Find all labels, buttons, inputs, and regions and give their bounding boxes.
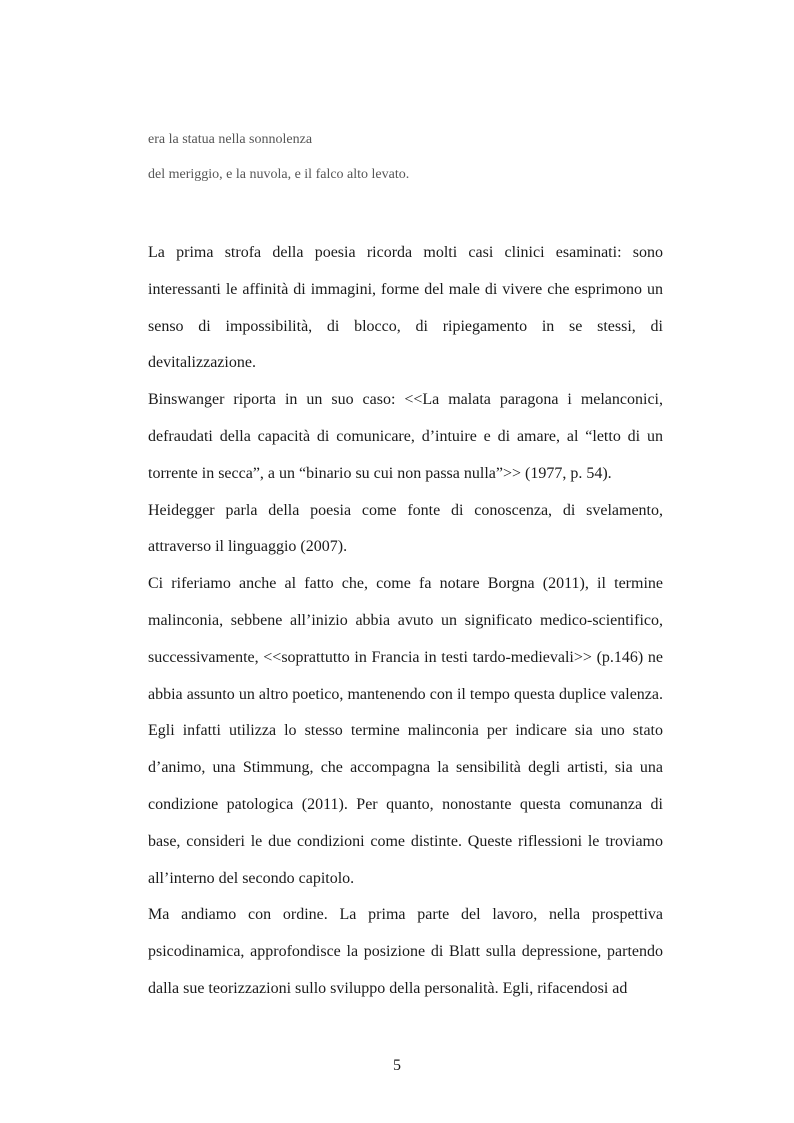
paragraph-poetry-strophe: La prima strofa della poesia ricorda molti casi clinici esaminati: sono interessanti le affinità di immagini, forme del male di vivere che esprimono un senso di impossibilità, di blocco, di ripiegamento in se stessi, di devitalizzazione. — [148, 244, 663, 372]
poem-quote-line-2: del meriggio, e la nuvola, e il falco alto levato. — [148, 167, 410, 182]
paragraph-binswanger: Binswanger riporta in un suo caso: <<La malata paragona i melanconici, defraudati della capacità di comunicare, d’intuire e di amare, al “letto di un torrente in secca”, a un “binario su cui non passa nulla”>> (1977, p. 54). — [148, 391, 663, 482]
paragraph-order: Ma andiamo con ordine. La prima parte del lavoro, nella prospettiva psicodinamica, approfondisce la posizione di Blatt sulla depressione, partendo dalla sue teorizzazioni sullo sviluppo della personalità. Egli, rifacendosi ad — [148, 906, 663, 997]
poem-quote-line-1: era la statua nella sonnolenza — [148, 132, 313, 147]
page-number: 5 — [393, 1057, 401, 1074]
body-text — [148, 235, 663, 1008]
paragraph-borgna: Ci riferiamo anche al fatto che, come fa notare Borgna (2011), il termine malinconia, sebbene all’inizio abbia avuto un significato medico-scientifico, successivamente, <<soprattutto in Francia in testi tardo-medievali>> (p.146) ne abbia assunto un altro poetico, mantenendo con il tempo questa duplice valenza. Egli infatti utilizza lo stesso termine malinconia per indicare sia uno stato d’animo, una Stimmung, che accompagna la sensibilità degli artisti, sia una condizione patologica (2011). Per quanto, nonostante questa comunanza di base, consideri le due condizioni come distinte. Queste riflessioni le troviamo all’interno del secondo capitolo. — [148, 575, 663, 887]
paragraph-heidegger: Heidegger parla della poesia come fonte di conoscenza, di svelamento, attraverso il linguaggio (2007). — [148, 501, 663, 556]
